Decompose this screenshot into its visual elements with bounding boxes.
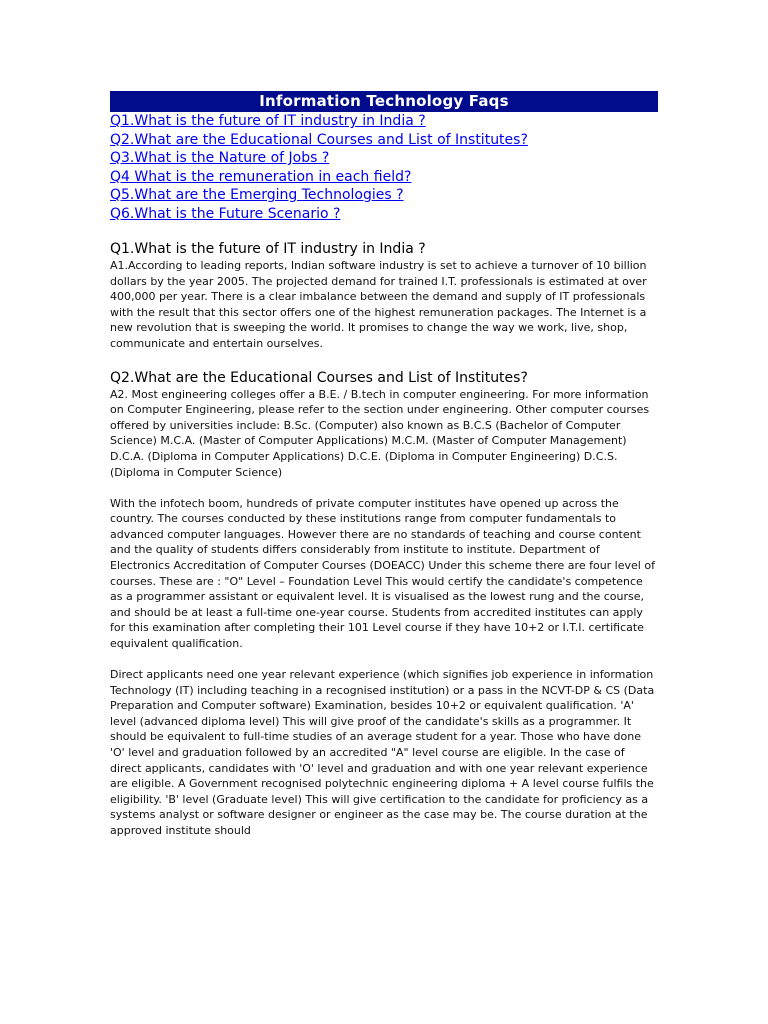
toc-link-q3[interactable]: Q3.What is the Nature of Jobs ? bbox=[110, 150, 330, 166]
toc-item bbox=[110, 149, 658, 168]
toc-item bbox=[110, 131, 658, 150]
q1-heading: Q1.What is the future of IT industry in India ? bbox=[110, 241, 426, 257]
q2-heading: Q2.What are the Educational Courses and List of Institutes? bbox=[110, 369, 528, 386]
toc-link-q1[interactable]: Q1.What is the future of IT industry in India ? bbox=[110, 113, 426, 129]
page-title: Information Technology Faqs bbox=[110, 91, 658, 112]
q2-direct-applicants-paragraph: Direct applicants need one year relevant experience (which signifies job experience in information Technology (IT) including teaching in a recognised institution) or a pass in the NCVT-DP & CS (Data Preparation and Computer software) Examination, besides 10+2 or equivalent qualification. 'A' level (advanced diploma level) This will give proof of the candidate's skills as a programmer. It should be equivalent to full-time studies of an average student for a year. Those who have done 'O' level and graduation followed by an accredited "A" level course are eligible. In the case of direct applicants, candidates with 'O' level and graduation and with one year relevant experience are eligible. A Government recognised polytechnic engineering diploma + A level course fulfils the eligibility. 'B' level (Graduate level) This will give certification to the candidate for proficiency as a systems analyst or software designer or engineer as the case may be. The course duration at the approved institute should bbox=[110, 668, 655, 837]
toc-link-q4[interactable]: Q4 What is the remuneration in each field? bbox=[110, 168, 412, 185]
toc-item bbox=[110, 112, 658, 131]
faq-table-of-contents bbox=[110, 112, 658, 223]
toc-item bbox=[110, 186, 658, 205]
q2-infotech-paragraph: With the infotech boom, hundreds of private computer institutes have opened up across the country. The courses conducted by these institutions range from computer fundamentals to advanced computer languages. However there are no standards of teaching and course content and the quality of students differs considerably from institute to institute. Department of Electronics Accreditation of Computer Courses (DOEACC) Under this scheme there are four level of courses. These are : "O" Level – Foundation Level This would certify the candidate's competence as a programmer assistant or equivalent level. It is visualised as the lowest rung and the course, and should be at least a full-time one-year course. Students from accredited institutes can apply for this examination after completing their 101 Level course if they have 10+2 or I.T.I. certificate equivalent qualification. bbox=[110, 496, 655, 650]
faq-page bbox=[110, 91, 658, 839]
toc-item bbox=[110, 205, 658, 224]
q2-answer: A2. Most engineering colleges offer a B.E. / B.tech in computer engineering. For more information on Computer Engineering, please refer to the section under engineering. Other computer courses offered by universities include: B.Sc. (Computer) also known as B.C.S (Bachelor of Computer Science) M.C.A. (Master of Computer Applications) M.C.M. (Master of Computer Management) D.C.A. (Diploma in Computer Applications) D.C.E. (Diploma in Computer Engineering) D.C.S. (Diploma in Computer Science) bbox=[110, 387, 650, 479]
toc-link-q6[interactable]: Q6.What is the Future Scenario ? bbox=[110, 205, 341, 222]
toc-link-q2[interactable]: Q2.What are the Educational Courses and List of Institutes? bbox=[110, 131, 528, 148]
toc-item bbox=[110, 168, 658, 187]
toc-link-q5[interactable]: Q5.What are the Emerging Technologies ? bbox=[110, 187, 404, 203]
q1-answer: A1.According to leading reports, Indian software industry is set to achieve a turnover of 10 billion dollars by the year 2005. The projected demand for trained I.T. professionals is estimated at over 400,000 per year. There is a clear imbalance between the demand and supply of IT professionals with the result that this sector offers one of the highest remuneration packages. The Internet is a new revolution that is sweeping the world. It promises to change the way we work, live, shop, communicate and entertain ourselves. bbox=[110, 259, 647, 350]
